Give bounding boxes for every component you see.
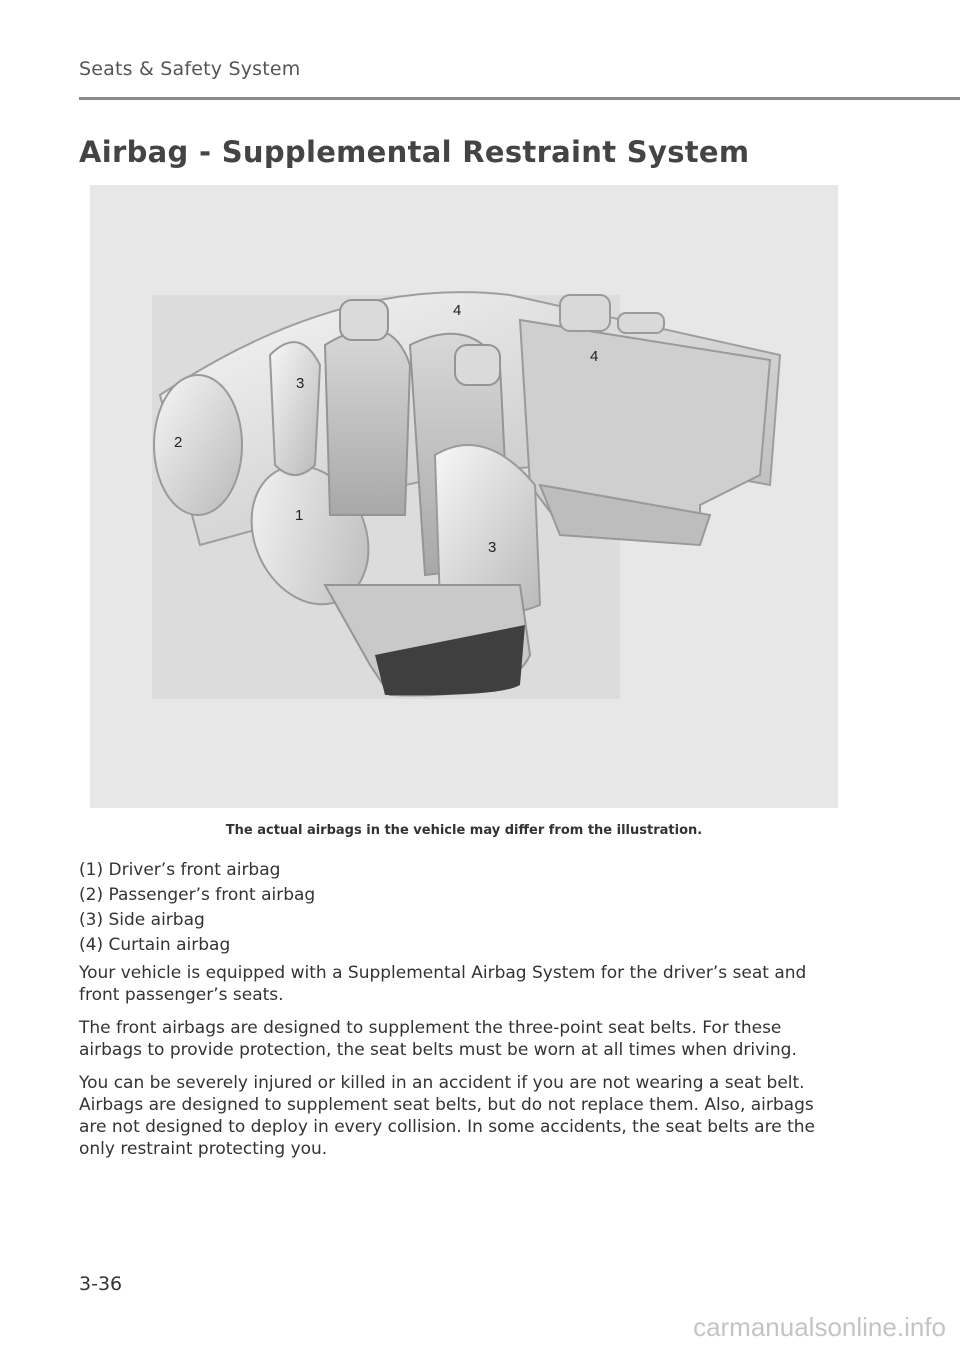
legend-item: (1) Driver’s front airbag: [79, 860, 281, 880]
paragraph: The front airbags are designed to supplement the three-point seat belts. For these airbags to provide protection, the seat belts must be worn at all times when driving.: [79, 1018, 797, 1060]
section-title: Airbag - Supplemental Restraint System: [79, 135, 750, 169]
legend-item: (4) Curtain airbag: [79, 935, 231, 955]
airbag-legend: [79, 858, 315, 958]
callout-label: 1: [295, 507, 304, 524]
page-number: 3-36: [79, 1273, 123, 1295]
legend-item: (2) Passenger’s front airbag: [79, 885, 316, 905]
passenger-front-airbag: [154, 375, 242, 515]
figure-caption: The actual airbags in the vehicle may differ from the illustration.: [225, 823, 703, 838]
callout-label: 3: [488, 539, 497, 556]
callout-label: 4: [453, 302, 462, 319]
running-header: Seats & Safety System: [79, 58, 301, 80]
paragraph: Your vehicle is equipped with a Supplemental Airbag System for the driver’s seat and front passenger’s seats.: [79, 963, 807, 1005]
front-seat-left: [325, 329, 410, 515]
airbag-illustration: [90, 185, 838, 808]
paragraph: You can be severely injured or killed in an accident if you are not wearing a seat belt. Airbags are designed to supplement seat belts, but do not replace them. Also, airbags are not designed to deploy in every collision. In some accidents, the seat belts are the only restraint protecting you.: [79, 1073, 815, 1159]
header-rule: [79, 97, 960, 100]
front-headrest-left: [340, 300, 388, 340]
rear-headrest-right: [618, 313, 664, 333]
side-airbag-left: [270, 342, 320, 475]
rear-headrest-left: [560, 295, 610, 331]
callout-label: 2: [174, 434, 183, 451]
legend-item: (3) Side airbag: [79, 910, 205, 930]
callout-label: 3: [296, 375, 305, 392]
airbag-drawing: [90, 185, 838, 808]
watermark: carmanualsonline.info: [693, 1312, 946, 1342]
callout-label: 4: [590, 348, 599, 365]
front-headrest-right: [455, 345, 500, 385]
